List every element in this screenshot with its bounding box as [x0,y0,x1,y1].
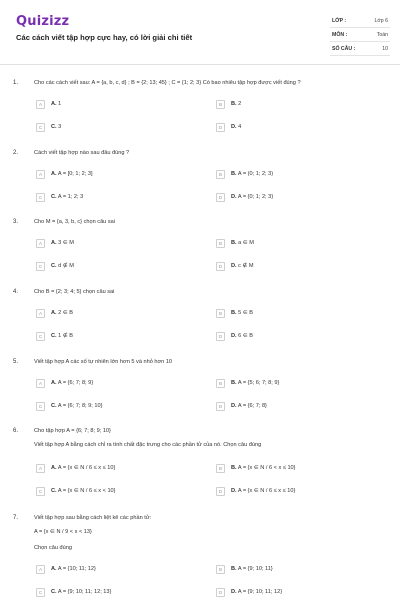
option-key: C. [51,403,57,409]
question-number: 3. [13,219,19,225]
option-text [51,589,111,595]
option-key: A. [51,240,57,246]
option-letter-box: B [216,239,225,248]
option-value: A = {9; 10; 11; 12; 13} [57,589,112,595]
option-text [51,465,115,471]
option-text [231,566,273,572]
option-letter-box: A [36,464,45,473]
answer-option-d[interactable] [216,401,267,411]
option-letter-box: D [216,402,225,411]
answer-option-a[interactable] [36,463,115,473]
answer-option-a[interactable] [36,564,96,574]
answer-option-d[interactable] [216,587,282,597]
option-letter-box: A [36,100,45,109]
option-value: A = {9; 10; 11; 12} [237,589,283,595]
answer-option-a[interactable] [36,308,73,318]
option-text [231,403,267,409]
option-text [231,310,253,316]
option-text [231,589,282,595]
option-text [51,566,96,572]
option-letter-box: C [36,193,45,202]
question-subtext: Viết tập hợp A bằng cách chỉ ra tính chất đặc trưng cho các phần tử của nó. Chọn câu đúng [34,442,262,448]
question-number: 2. [13,150,19,156]
option-letter-box: A [36,565,45,574]
option-value: A = [0; 1; 2; 3] [57,171,93,177]
answer-option-d[interactable] [216,192,273,202]
option-key: A. [51,171,57,177]
option-value: A = (0; 1; 2; 3) [237,171,274,177]
option-letter-box: C [36,588,45,597]
option-key: A. [51,380,57,386]
quizizz-logo: Quizizz [16,14,70,29]
question-text: Viết tập hợp sau bằng cách liệt kê các phần tử: [34,515,152,521]
option-value: A = {6; 7; 8; 9; 10} [57,403,103,409]
option-letter-box: D [216,123,225,132]
meta-label: MÔN : [332,31,348,38]
option-key: D. [231,194,237,200]
option-value: 1 ∉ B [58,333,73,339]
option-text [231,333,253,339]
option-key: C. [51,333,57,339]
option-text [231,194,273,200]
question-text: Viết tập hợp A các số tự nhiên lớn hơn 5 và nhỏ hơn 10 [34,359,173,365]
meta-value: 10 [382,45,388,52]
option-key: B. [231,310,237,316]
answer-option-d[interactable] [216,261,254,271]
answer-option-b[interactable] [216,308,253,318]
meta-label: LỚP : [332,17,347,24]
option-key: A. [51,310,57,316]
page-title: Các cách viết tập hợp cực hay, có lời giải chi tiết [16,33,193,42]
option-key: D. [231,263,237,269]
option-key: B. [231,566,237,572]
option-text [231,240,254,246]
option-key: D. [231,488,237,494]
question-number: 7. [13,515,19,521]
option-key: B. [231,465,237,471]
option-key: B. [231,101,237,107]
option-text [51,403,102,409]
option-letter-box: C [36,487,45,496]
answer-option-a[interactable] [36,238,74,248]
answer-option-d[interactable] [216,331,253,341]
option-key: B. [231,240,237,246]
answer-option-c[interactable] [36,331,73,341]
answer-option-c[interactable] [36,486,116,496]
option-text [231,263,254,269]
question-text: Cho B = {2; 3; 4; 5} chọn câu sai [34,289,115,295]
option-letter-box: B [216,464,225,473]
option-letter-box: C [36,262,45,271]
option-letter-box: D [216,332,225,341]
option-value: A = {x ∈ N / 6 ≤ x ≤ 10} [57,465,116,471]
option-text [51,101,61,107]
meta-value: Lớp 6 [374,17,388,24]
option-key: A. [51,465,57,471]
option-letter-box: C [36,332,45,341]
option-text [231,171,273,177]
option-value: 6 ∈ B [238,333,253,339]
option-value: 2 [238,101,242,107]
question-text: Cho tập hợp A = {6; 7; 8; 9; 10} [34,428,111,434]
answer-option-c[interactable] [36,122,61,132]
answer-option-b[interactable] [216,169,273,179]
option-letter-box: D [216,588,225,597]
question-subtext: Chọn câu đúng [34,545,72,551]
option-text [51,380,93,386]
option-key: C. [51,263,57,269]
option-letter-box: B [216,170,225,179]
option-value: A = {6; 7; 8} [237,403,267,409]
answer-option-a[interactable] [36,169,93,179]
option-text [51,171,93,177]
answer-option-c[interactable] [36,401,102,411]
option-key: A. [51,566,57,572]
option-value: A = {5; 6; 7; 8; 9} [237,380,280,386]
question-number: 1. [13,80,19,86]
option-key: D. [231,403,237,409]
option-text [231,101,241,107]
answer-option-b[interactable] [216,378,279,388]
answer-option-b[interactable] [216,463,296,473]
answer-option-d[interactable] [216,486,295,496]
option-text [51,488,116,494]
option-letter-box: B [216,100,225,109]
option-key: B. [231,171,237,177]
answer-option-b[interactable] [216,564,273,574]
meta-row [330,28,390,42]
option-value: 5 ∈ B [238,310,253,316]
question-number: 5. [13,359,19,365]
question-number: 4. [13,289,19,295]
option-value: 3 ∈ M [58,240,74,246]
option-value: A = {9; 10; 11} [237,566,273,572]
option-value: 1 [58,101,62,107]
meta-row [330,42,390,56]
option-letter-box: A [36,170,45,179]
question-text: Cho M = {a, 3, b, c} chọn câu sai [34,219,116,225]
header-divider [0,64,400,65]
option-text [231,380,279,386]
meta-table [330,14,390,56]
option-text [51,194,83,200]
answer-option-c[interactable] [36,587,111,597]
option-letter-box: D [216,193,225,202]
option-value: 2 ∈ B [58,310,73,316]
option-letter-box: C [36,123,45,132]
option-value: A = {0; 1; 2; 3} [237,194,274,200]
answer-option-c[interactable] [36,192,83,202]
option-key: D. [231,333,237,339]
option-key: C. [51,194,57,200]
option-text [51,310,73,316]
option-value: 3 [58,124,62,130]
question-subtext: A = {x ∈ N / 9 < x < 13} [34,529,92,535]
question-text: Cho các cách viết sau: A = {a, b, c, d} ; B = {2; 13; 45} ; C = {1; 2; 3} Có bao nhiêu tập hợp được viết đúng ? [34,80,301,86]
option-value: A = {x ∈ N / 6 ≤ x ≤ 10} [237,488,296,494]
option-letter-box: C [36,402,45,411]
option-text [51,333,73,339]
option-text [231,465,296,471]
option-text [51,263,74,269]
option-value: 4 [238,124,242,130]
question-text: Cách viết tập hợp nào sau đâu đúng ? [34,150,130,156]
option-letter-box: D [216,262,225,271]
question-number: 6. [13,428,19,434]
meta-row [330,14,390,28]
option-letter-box: B [216,379,225,388]
answer-option-b[interactable] [216,238,254,248]
option-text [51,240,74,246]
option-text [51,124,61,130]
option-key: C. [51,589,57,595]
option-letter-box: A [36,379,45,388]
option-value: A = {10; 11; 12} [57,566,96,572]
option-key: A. [51,101,57,107]
option-key: D. [231,124,237,130]
option-letter-box: D [216,487,225,496]
option-letter-box: B [216,309,225,318]
answer-option-c[interactable] [36,261,74,271]
option-value: a ∈ M [238,240,254,246]
option-value: c ∉ M [238,263,254,269]
option-letter-box: B [216,565,225,574]
option-value: A = {x ∈ N / 6 ≤ x < 10} [57,488,116,494]
option-letter-box: A [36,239,45,248]
option-value: A = {x ∈ N / 6 < x ≤ 10} [237,465,296,471]
option-text [231,488,295,494]
meta-value: Toán [376,31,388,38]
option-letter-box: A [36,309,45,318]
option-value: A = 1; 2; 3 [57,194,84,200]
option-key: C. [51,488,57,494]
option-key: D. [231,589,237,595]
option-value: d ∉ M [58,263,74,269]
meta-label: SỐ CÂU : [332,45,356,52]
answer-option-a[interactable] [36,99,61,109]
option-value: A = {6; 7; 8; 9} [57,380,94,386]
answer-option-b[interactable] [216,99,241,109]
option-text [231,124,241,130]
answer-option-a[interactable] [36,378,93,388]
option-key: B. [231,380,237,386]
answer-option-d[interactable] [216,122,241,132]
option-key: C. [51,124,57,130]
